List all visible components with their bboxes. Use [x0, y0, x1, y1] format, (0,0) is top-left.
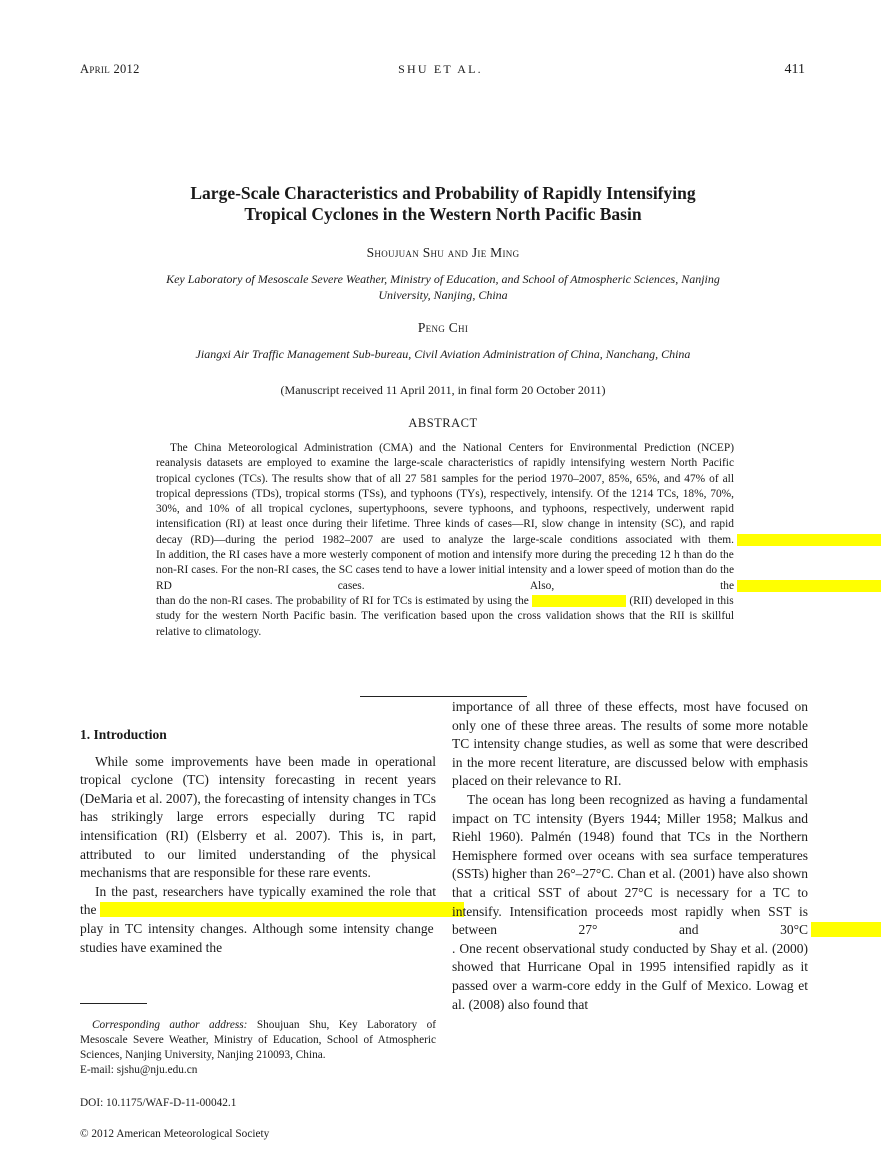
abstract-heading: ABSTRACT	[408, 416, 478, 430]
intro-p4-text-b: . One recent observational study conducted by Shay et al. (2000) showed that Hurricane Opal in 1995 intensified rapidly as it passed over a warm-core eddy in the Gulf of Mexico. Lowag et al. (2008) also found that	[452, 940, 808, 1012]
affiliation-1: Key Laboratory of Mesoscale Severe Weather, Ministry of Education, and School of Atmospheric Sciences, Nanjing University, Nanjing, China	[166, 272, 720, 302]
footnote-label: Corresponding author address:	[92, 1019, 248, 1031]
section-heading-introduction: 1. Introduction	[80, 727, 167, 742]
affiliation-2: Jiangxi Air Traffic Management Sub-bureau, Civil Aviation Administration of China, Nanchang, China	[195, 347, 691, 361]
intro-paragraph-4	[452, 791, 812, 1014]
abstract-body	[156, 441, 737, 640]
abstract-highlight-2	[737, 580, 881, 592]
author-names-1: Shoujuan Shu and Jie Ming	[366, 245, 520, 260]
intro-p2-text-b: play in TC intensity changes. Although some intensity change studies have examined the	[80, 920, 434, 955]
intro-paragraph-2	[80, 883, 436, 957]
right-column	[452, 698, 812, 1014]
footnote-divider	[80, 1003, 147, 1004]
doi: DOI: 10.1175/WAF-D-11-00042.1	[80, 1097, 237, 1109]
footnote-text: Shoujuan Shu, Key Laboratory of Mesoscale Severe Weather, Ministry of Education, School of Atmospheric Sciences, Nanjing University, Nanjing 210093, China.	[80, 1019, 437, 1061]
footnote-email: E-mail: sjshu@nju.edu.cn	[80, 1064, 198, 1076]
title-line-2: Tropical Cyclones in the Western North Pacific Basin	[244, 204, 642, 224]
left-column	[80, 726, 436, 957]
intro-p2-highlight	[100, 902, 465, 917]
intro-paragraph-3: importance of all three of these effects, most have focused on only one of these three areas. The results of some more notable TC intensity change studies, as well as some that were described in the more recent literature, are discussed below with emphasis placed on their relevance to RI.	[452, 699, 808, 789]
intro-p4-text-a: The ocean has long been recognized as having a fundamental impact on TC intensity (Byers 1944; Miller 1958; Malkus and Riehl 1960). Palmén (1948) found that TCs in the Northern Hemisphere formed over oceans with sea surface temperatures (SSTs) higher than 26°–27°C. Chan et al. (2001) have also shown that a critical SST of about 27°C is necessary for a TC to intensify. Intensification proceeds most rapidly when SST is between 27° and 30°C	[452, 791, 812, 938]
page-number: 411	[784, 62, 805, 77]
author-names-2: Peng Chi	[417, 320, 469, 335]
abstract-text-3: than do the non-RI cases. The probability of RI for TCs is estimated by using the	[156, 594, 532, 607]
abstract-highlight-3	[532, 595, 626, 607]
intro-paragraph-1: While some improvements have been made in operational tropical cyclone (TC) intensity forecasting in recent years (DeMaria et al. 2007), the forecasting of intensity changes in TCs has strikingly large errors especially during TC rapid intensification (RI) (Elsberry et al. 2007). This is, in part, attributed to our limited understanding of the physical mechanisms that are responsible for these rare events.	[80, 753, 436, 881]
abstract-divider	[360, 696, 527, 697]
copyright: © 2012 American Meteorological Society	[80, 1128, 270, 1140]
abstract-highlight-1	[737, 534, 881, 546]
running-header-authors: SHU ET AL.	[398, 62, 483, 76]
paper-title	[80, 183, 806, 225]
intro-p2-text-a: In the past, researchers have typically examined the role that the	[80, 883, 436, 918]
intro-p4-highlight	[811, 922, 881, 937]
running-header-date: April 2012	[80, 62, 140, 76]
abstract-text-1: The China Meteorological Administration (CMA) and the National Centers for Environmental Prediction (NCEP) reanalysis datasets are employed to examine the large-scale characteristics of rapidly intensifying western North Pacific tropical cyclones (TCs). The results show that of all 27 581 samples for the period 1970–2007, 85%, 65%, and 47% of all tropical depressions (TDs), tropical storms (TSs), and typhoons (TYs), respectively, intensify. Of the 1214 TCs, 18%, 70%, 30%, and 10% of all tropical cyclones, supertyphoons, severe typhoons, and typhoons, respectively, underwent rapid intensification (RI) at least once during their lifetime. Three kinds of cases—RI, slow change in intensity (SC), and rapid decay (RD)—during the period 1982–2007 are used to analyze the large-scale conditions associated with them.	[156, 442, 734, 546]
corresponding-author-footnote	[80, 1018, 436, 1078]
manuscript-received: (Manuscript received 11 April 2011, in final form 20 October 2011)	[280, 383, 606, 397]
abstract-text-4: (RII) developed in this study for the western North Pacific basin. The verification based upon the cross validation shows that the RII is skillful relative to climatology.	[156, 594, 734, 638]
abstract-text-2: In addition, the RI cases have a more westerly component of motion and intensify more during the preceding 12 h than do the non-RI cases. For the non-RI cases, the SC cases tend to have a lower initial intensity and a lower speed of motion than do the RD cases. Also, the	[156, 549, 737, 592]
title-line-1: Large-Scale Characteristics and Probability of Rapidly Intensifying	[190, 183, 696, 203]
